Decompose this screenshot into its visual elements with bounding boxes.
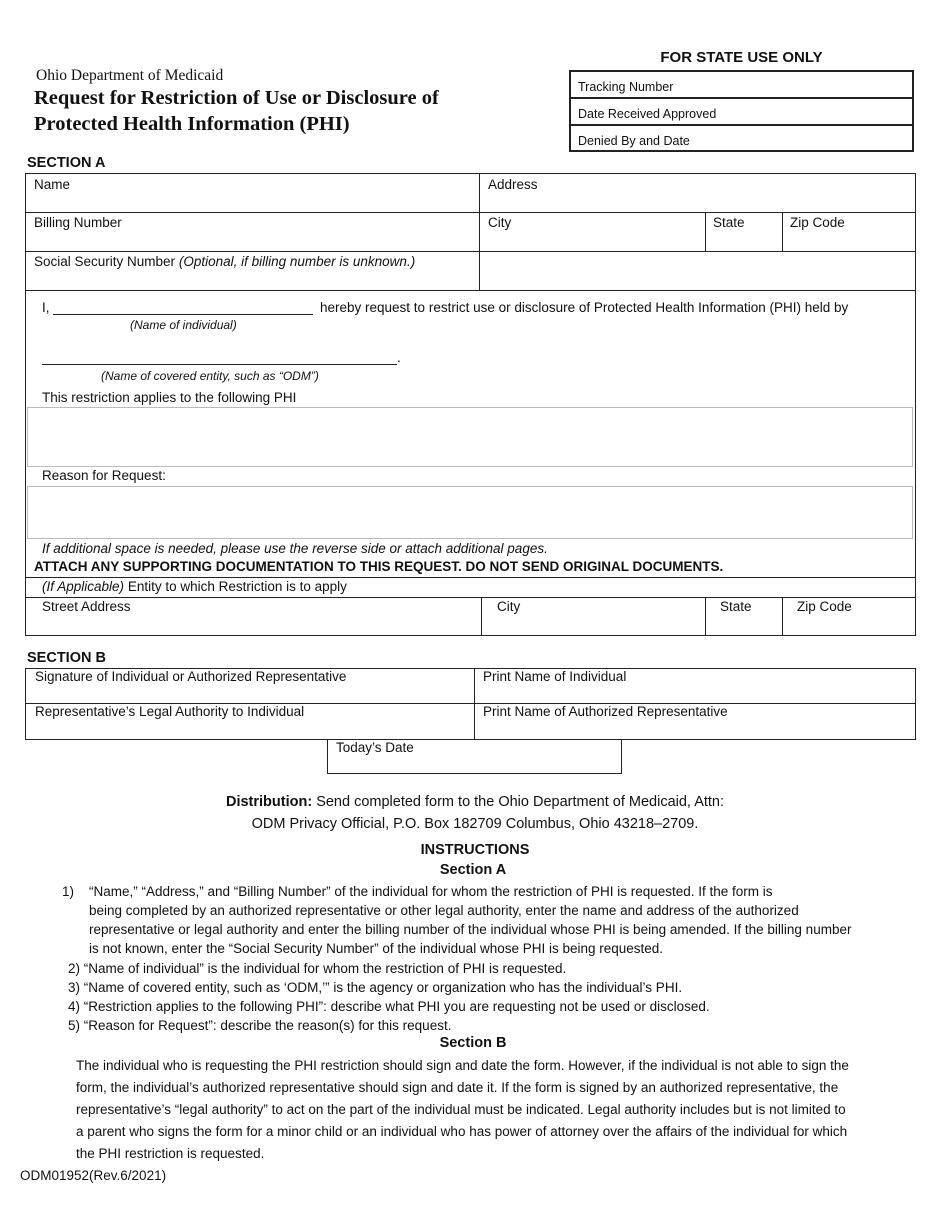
ssn-note: (Optional, if billing number is unknown.) — [178, 254, 416, 269]
tracking-number-field[interactable]: Tracking Number — [578, 80, 674, 94]
reason-label: Reason for Request: — [42, 468, 166, 483]
zip-field[interactable]: Zip Code — [790, 215, 845, 230]
instruction-line: form, the individual’s authorized representative should sign and date it. If the form is signed by an authorized representative, the — [76, 1080, 839, 1095]
street-address-field[interactable]: Street Address — [42, 599, 131, 614]
instruction-line: The individual who is requesting the PHI restriction should sign and date the form. However, if the individual is not able to sign the — [76, 1058, 849, 1073]
instructions-heading: INSTRUCTIONS — [420, 842, 530, 858]
distribution-line2: ODM Privacy Official, P.O. Box 182709 Columbus, Ohio 43218–2709. — [251, 816, 699, 832]
ssn-field[interactable] — [34, 254, 415, 269]
restriction-phi-textarea[interactable] — [27, 407, 913, 467]
period: . — [397, 350, 401, 365]
city-field[interactable]: City — [488, 215, 512, 230]
instruction-item-2 — [68, 959, 908, 978]
instructions-section-b-heading: Section B — [439, 1035, 507, 1051]
ssn-label: Social Security Number — [34, 254, 176, 269]
instruction-line: representative’s “legal authority” to act on the part of the individual must be indicated. Legal authority includes but is not limited to — [76, 1102, 846, 1117]
entity-label — [42, 579, 347, 594]
instruction-num: 3) — [68, 980, 81, 995]
state-use-title: FOR STATE USE ONLY — [660, 49, 823, 66]
signature-field[interactable]: Signature of Individual or Authorized Representative — [35, 669, 347, 684]
instruction-item-4 — [68, 997, 908, 1016]
instruction-line: “Restriction applies to the following PHI”: describe what PHI you are requesting not be used or disclosed. — [83, 999, 710, 1014]
instructions-section-a-heading: Section A — [439, 862, 507, 878]
entity-city-field[interactable]: City — [497, 599, 521, 614]
instruction-num: 5) — [68, 1018, 81, 1033]
instruction-line: “Reason for Request”: describe the reason(s) for this request. — [83, 1018, 452, 1033]
name-field[interactable]: Name — [34, 177, 71, 192]
instruction-line: “Name,” “Address,” and “Billing Number” of the individual for whom the restriction of PHI is requested. If the form is — [89, 884, 773, 899]
section-b-instructions — [76, 1055, 936, 1165]
if-applicable: (If Applicable) — [42, 579, 125, 594]
instruction-item-1 — [62, 882, 912, 958]
entity-state-field[interactable]: State — [720, 599, 752, 614]
form-number: ODM01952(Rev.6/2021) — [20, 1168, 167, 1183]
name-of-individual-line[interactable] — [53, 314, 313, 315]
instruction-item-5 — [68, 1016, 908, 1035]
state-field[interactable]: State — [713, 215, 745, 230]
section-a-heading: SECTION A — [27, 155, 106, 171]
distribution-label: Distribution: — [225, 794, 313, 810]
i-prefix: I, — [42, 300, 50, 315]
instruction-line: the PHI restriction is requested. — [76, 1146, 265, 1161]
distribution-text: Send completed form to the Ohio Department of Medicaid, Attn: — [316, 794, 725, 810]
entity-text: Entity to which Restriction is to apply — [127, 579, 347, 594]
form-title-line2: Protected Health Information (PHI) — [34, 113, 350, 135]
print-name-rep-field[interactable]: Print Name of Authorized Representative — [483, 704, 728, 719]
additional-space-note: If additional space is needed, please use the reverse side or attach additional pages. — [42, 541, 548, 556]
form-title-line1: Request for Restriction of Use or Disclosure of — [34, 87, 439, 109]
billing-number-field[interactable]: Billing Number — [34, 215, 122, 230]
entity-zip-field[interactable]: Zip Code — [797, 599, 852, 614]
instruction-item-3 — [68, 978, 908, 997]
restriction-applies-label: This restriction applies to the following PHI — [42, 390, 297, 405]
instruction-num: 2) — [68, 961, 81, 976]
print-name-individual-field[interactable]: Print Name of Individual — [483, 669, 627, 684]
date-received-field[interactable]: Date Received Approved — [578, 107, 717, 121]
name-of-individual-caption: (Name of individual) — [130, 318, 237, 332]
instruction-line: “Name of individual” is the individual for whom the restriction of PHI is requested. — [83, 961, 567, 976]
instruction-line: being completed by an authorized representative or other legal authority, enter the name and address of the authorized — [89, 903, 799, 918]
instruction-line: a parent who signs the form for a minor child or an individual who has power of attorney over the affairs of the individual for which — [76, 1124, 848, 1139]
instruction-num: 1) — [62, 884, 75, 899]
section-b-heading: SECTION B — [27, 650, 106, 666]
reason-textarea[interactable] — [27, 486, 913, 539]
denied-by-field[interactable]: Denied By and Date — [578, 134, 690, 148]
todays-date-field[interactable]: Today’s Date — [336, 740, 414, 755]
instruction-line: “Name of covered entity, such as ‘ODM,’” is the agency or organization who has the individual’s PHI. — [83, 980, 683, 995]
request-text: hereby request to restrict use or disclosure of Protected Health Information (PHI) held by — [320, 300, 849, 315]
covered-entity-caption: (Name of covered entity, such as “ODM”) — [101, 369, 319, 383]
attach-notice: ATTACH ANY SUPPORTING DOCUMENTATION TO THIS REQUEST. DO NOT SEND ORIGINAL DOCUMENTS. — [34, 559, 724, 574]
covered-entity-line[interactable] — [42, 364, 397, 365]
address-field[interactable]: Address — [488, 177, 538, 192]
instruction-line: is not known, enter the “Social Security Number” of the individual whose PHI is being requested. — [89, 941, 664, 956]
legal-authority-field[interactable]: Representative’s Legal Authority to Individual — [35, 704, 305, 719]
distribution-line1 — [0, 794, 950, 810]
instruction-num: 4) — [68, 999, 81, 1014]
instruction-line: representative or legal authority and enter the billing number of the individual whose PHI is being amended. If the billing number — [89, 922, 852, 937]
agency-name: Ohio Department of Medicaid — [36, 67, 224, 84]
